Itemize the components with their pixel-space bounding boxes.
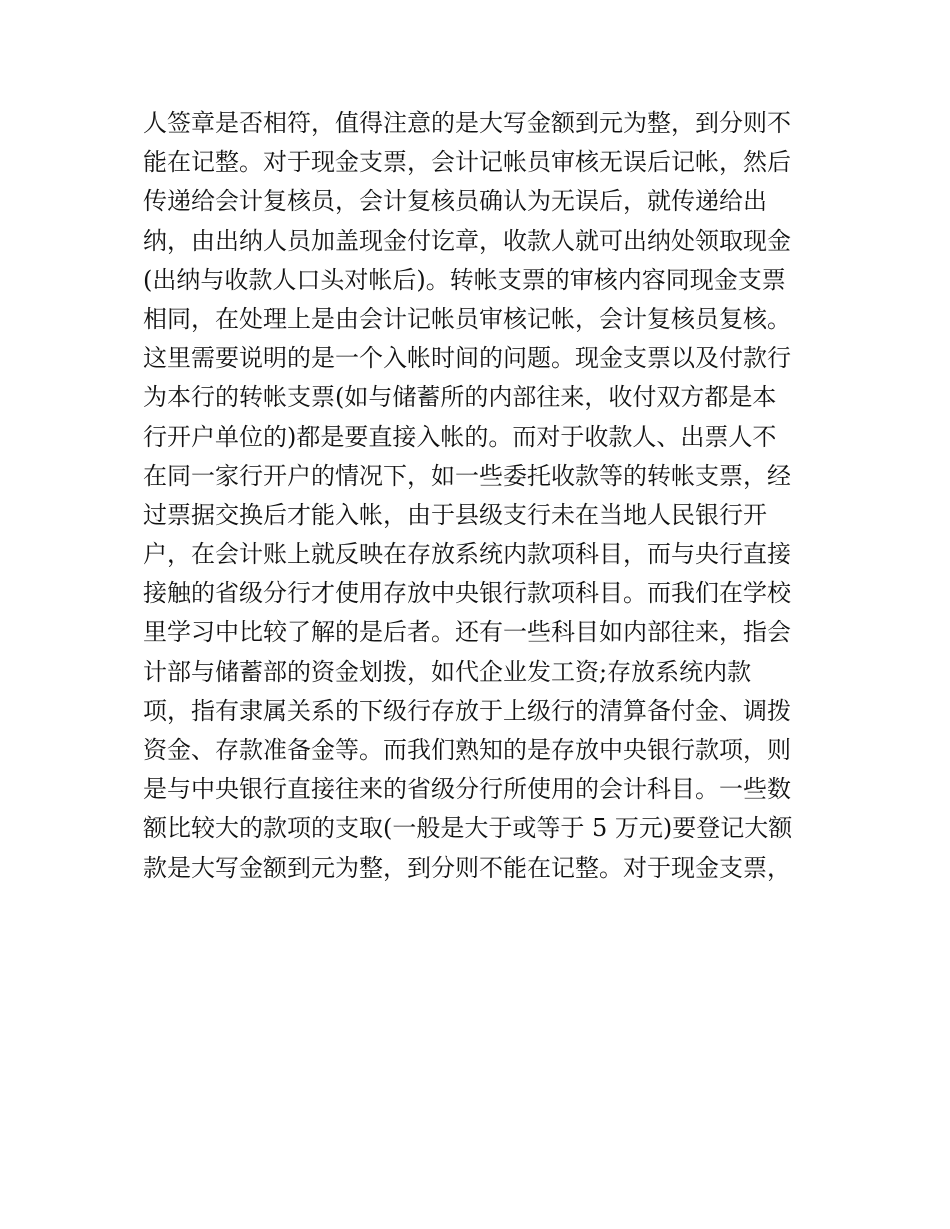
text-line: 能在记整。对于现金支票，会计记帐员审核无误后记帐，然后	[143, 148, 791, 177]
text-line: 在同一家行开户的情况下，如一些委托收款等的转帐支票，经	[143, 461, 791, 490]
text-line: 这里需要说明的是一个入帐时间的问题。现金支票以及付款行	[143, 344, 791, 373]
text-line: 额比较大的款项的支取(一般是大于或等于 5 万元)要登记大额	[143, 814, 793, 843]
body-text	[143, 104, 823, 888]
text-line: 纳，由出纳人员加盖现金付讫章，收款人就可出纳处领取现金	[143, 226, 791, 255]
text-line: 传递给会计复核员，会计复核员确认为无误后，就传递给出	[143, 187, 767, 216]
text-line: 款是大写金额到元为整，到分则不能在记整。对于现金支票，	[143, 853, 791, 882]
text-line: 计部与储蓄部的资金划拨，如代企业发工资;存放系统内款	[143, 657, 752, 686]
text-line: 里学习中比较了解的是后者。还有一些科目如内部往来，指会	[143, 618, 791, 647]
text-line: 过票据交换后才能入帐，由于县级支行未在当地人民银行开	[143, 500, 767, 529]
text-line: 是与中央银行直接往来的省级分行所使用的会计科目。一些数	[143, 775, 791, 804]
text-line: 行开户单位的)都是要直接入帐的。而对于收款人、出票人不	[143, 422, 777, 451]
text-line: 为本行的转帐支票(如与储蓄所的内部往来，收付双方都是本	[143, 383, 777, 412]
text-line: 项，指有隶属关系的下级行存放于上级行的清算备付金、调拨	[143, 696, 791, 725]
text-line: 相同，在处理上是由会计记帐员审核记帐，会计复核员复核。	[143, 304, 791, 333]
text-line: 资金、存款准备金等。而我们熟知的是存放中央银行款项，则	[143, 736, 791, 764]
text-line: (出纳与收款人口头对帐后)。转帐支票的审核内容同现金支票	[143, 265, 786, 294]
text-line: 人签章是否相符，值得注意的是大写金额到元为整，到分则不	[143, 109, 791, 137]
text-line: 户，在会计账上就反映在存放系统内款项科目，而与央行直接	[143, 540, 791, 569]
text-line: 接触的省级分行才使用存放中央银行款项科目。而我们在学校	[143, 579, 791, 608]
